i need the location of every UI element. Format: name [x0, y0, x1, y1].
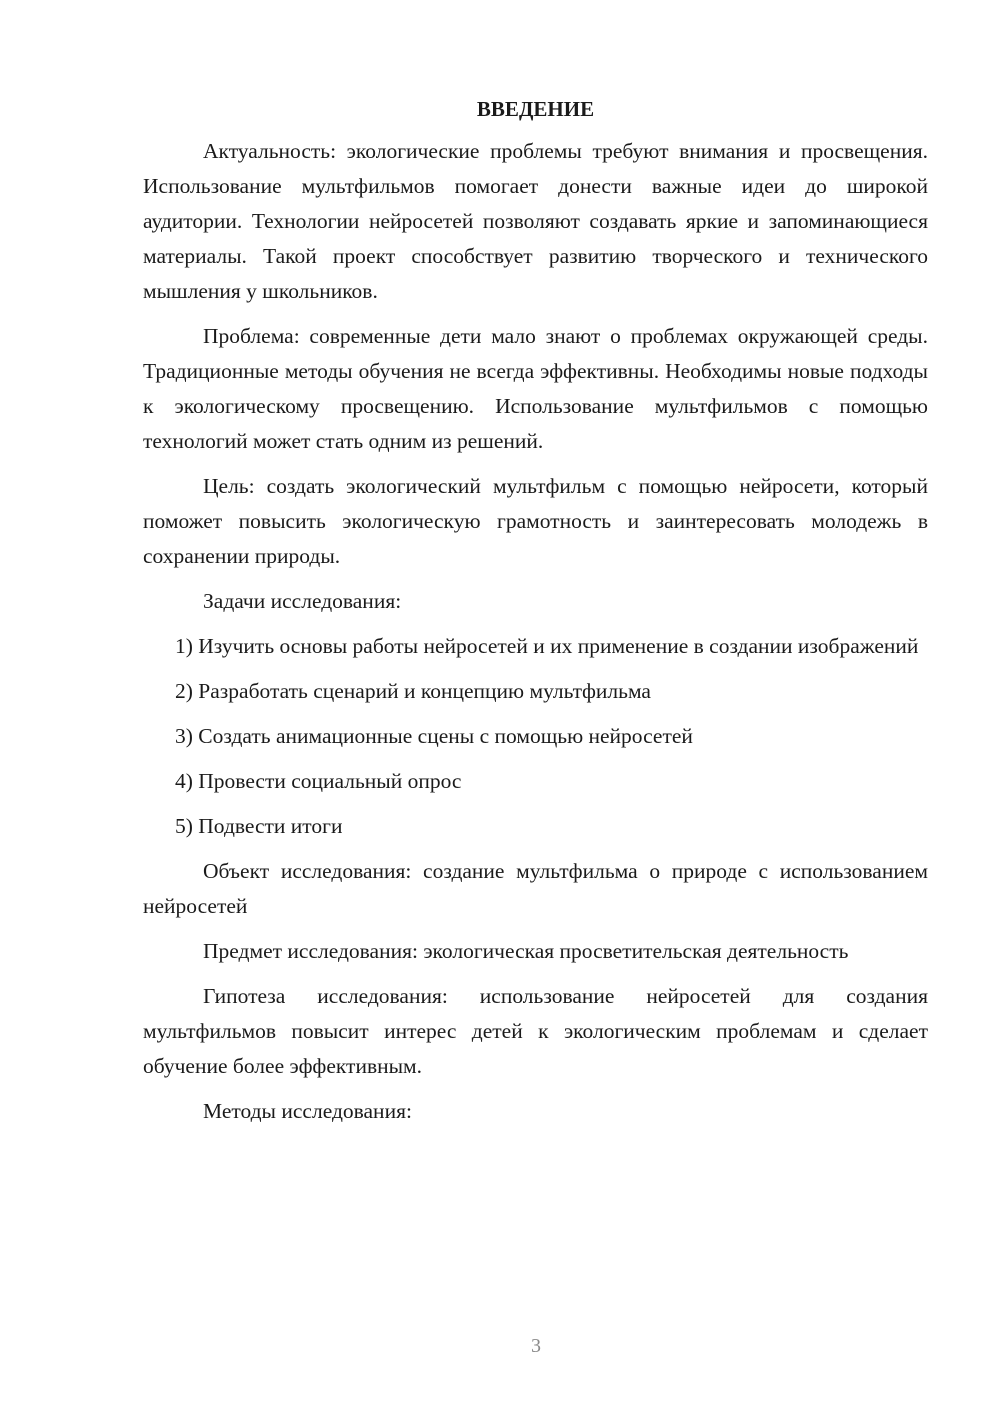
relevance-paragraph: Актуальность: экологические проблемы требуют внимания и просвещения. Использование мультфильмов помогает донести важные идеи до широкой аудитории. Технологии нейросетей позволяют создавать яркие и запоминающиеся материалы. Такой проект способствует развитию творческого и технического мышления у школьников.: [143, 139, 928, 303]
task-list-item: 2) Разработать сценарий и концепцию мультфильма: [175, 679, 651, 703]
task-list-item: 4) Провести социальный опрос: [175, 769, 462, 793]
page-number: 3: [531, 1335, 541, 1357]
goal-paragraph: Цель: создать экологический мультфильм с помощью нейросети, который поможет повысить экологическую грамотность и заинтересовать молодежь в сохранении природы.: [143, 474, 928, 568]
task-list-item: 1) Изучить основы работы нейросетей и их применение в создании изображений: [175, 634, 919, 658]
section-title: ВВЕДЕНИЕ: [476, 97, 595, 121]
subject-paragraph: Предмет исследования: экологическая просветительская деятельность: [203, 939, 849, 963]
object-paragraph: Объект исследования: создание мультфильма о природе с использованием нейросетей: [143, 859, 928, 918]
methods-heading: Методы исследования:: [203, 1099, 412, 1123]
hypothesis-paragraph: Гипотеза исследования: использование нейросетей для создания мультфильмов повысит интерес детей к экологическим проблемам и сделает обучение более эффективным.: [143, 984, 928, 1078]
task-list-item: 3) Создать анимационные сцены с помощью нейросетей: [175, 724, 693, 748]
page-content: [143, 92, 928, 1139]
task-list-item: 5) Подвести итоги: [175, 814, 343, 838]
tasks-heading: Задачи исследования:: [203, 589, 402, 613]
problem-paragraph: Проблема: современные дети мало знают о проблемах окружающей среды. Традиционные методы обучения не всегда эффективны. Необходимы новые подходы к экологическому просвещению. Использование мультфильмов с помощью технологий может стать одним из решений.: [143, 324, 928, 453]
